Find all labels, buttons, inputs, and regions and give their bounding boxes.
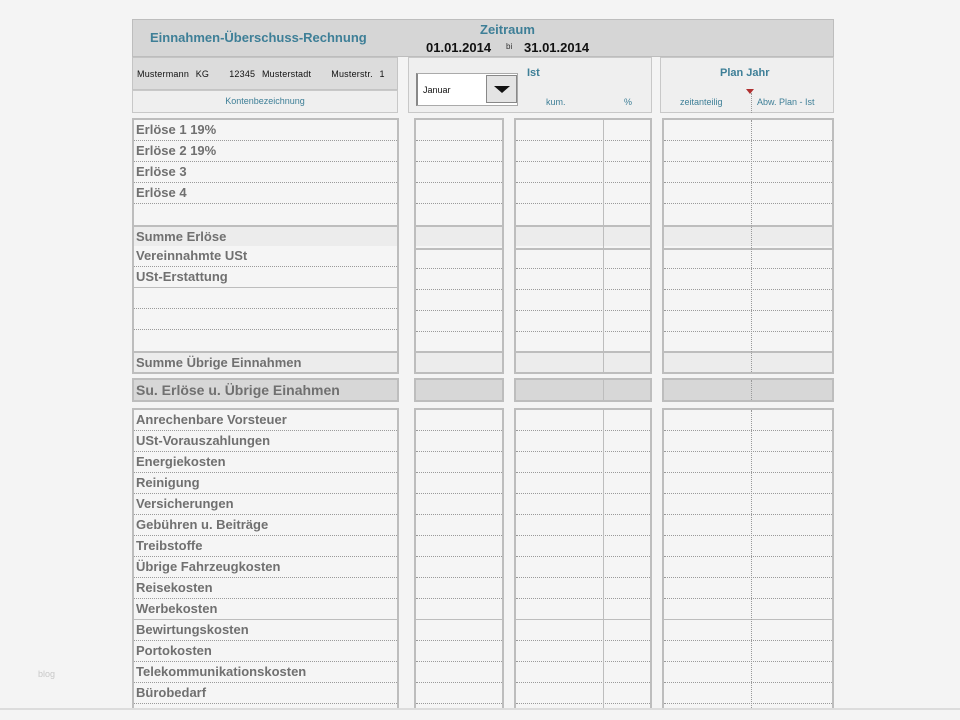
month-select-value[interactable]: Januar [423,85,451,95]
date-from-field[interactable]: 01.01.2014 [426,40,492,55]
row-label[interactable]: Portokosten [136,643,212,658]
plan-col-divider [751,93,752,113]
row-label[interactable]: USt-Vorauszahlungen [136,433,271,448]
row-label[interactable]: Werbekosten [136,601,218,616]
row-label[interactable]: Versicherungen [136,496,234,511]
row-label[interactable]: Gebühren u. Beiträge [136,517,269,532]
row-label[interactable]: Vereinnahmte USt [136,248,248,263]
value-cell[interactable] [416,162,502,183]
bottom-divider [0,708,960,710]
ist-label: Ist [527,67,540,79]
ausgaben-label-block [132,408,399,708]
sum-cell [416,351,502,372]
company-info[interactable]: Mustermann KG 12345 Musterstadt Musterstr. 1 [137,69,385,79]
grand-total-label-block [132,378,399,402]
ist-kum-column-upper [514,118,652,374]
row-label[interactable]: Telekommunikationskosten [136,664,307,679]
col-abw-header: Abw. Plan - Ist [757,97,815,107]
ist-kum-grand-total [514,378,652,402]
row-label[interactable]: Bewirtungskosten [136,622,249,637]
value-cell[interactable] [416,332,502,353]
plan-column-lower [662,408,834,708]
comment-marker-icon[interactable] [746,89,754,94]
pct-divider [603,120,604,372]
col-pct-header: % [624,97,633,107]
sum-cell [416,225,502,246]
plan-label: Plan Jahr [720,67,770,79]
dropdown-arrow-icon[interactable] [494,86,510,93]
summe-erloese-label: Summe Erlöse [136,229,227,244]
row-label[interactable]: Reisekosten [136,580,213,595]
value-cell[interactable] [416,141,502,162]
plan-split-divider [751,120,752,372]
ist-kum-column-lower [514,408,652,708]
plan-column-upper [662,118,834,374]
value-cell[interactable] [416,290,502,311]
value-cell[interactable] [416,311,502,332]
row-label[interactable]: Erlöse 1 19% [136,122,217,137]
ist-month-column-upper [414,118,504,374]
row-label[interactable]: Erlöse 2 19% [136,143,217,158]
value-cell[interactable] [416,248,502,269]
konten-header: Kontenbezeichnung [225,96,305,106]
summe-uebrige-label: Summe Übrige Einnahmen [136,355,302,370]
value-cell[interactable] [416,183,502,204]
plan-grand-total [662,378,834,402]
row-label[interactable]: Reinigung [136,475,200,490]
date-to-field[interactable]: 31.01.2014 [524,40,590,55]
row-label[interactable]: Erlöse 3 [136,164,187,179]
erloese-label-block [132,118,399,248]
row-label[interactable]: USt-Erstattung [136,269,228,284]
col-kum-header: kum. [546,97,566,107]
grand-total-label: Su. Erlöse u. Übrige Einahmen [136,382,340,398]
uebrige-label-block [132,246,399,374]
ist-month-column-lower [414,408,504,708]
value-cell[interactable] [416,269,502,290]
row-label[interactable]: Übrige Fahrzeugkosten [136,559,281,574]
watermark: blog [38,669,56,679]
col-zeitanteilig-header: zeitanteilig [680,97,723,107]
value-cell[interactable] [416,204,502,225]
value-cell[interactable] [416,120,502,141]
zeitraum-label: Zeitraum [480,22,535,37]
row-label[interactable]: Energiekosten [136,454,226,469]
app-title: Einnahmen-Überschuss-Rechnung [150,30,367,45]
bis-label: bi [506,42,513,51]
row-label[interactable]: Treibstoffe [136,538,203,553]
row-label[interactable]: Anrechenbare Vorsteuer [136,412,287,427]
ist-month-grand-total [414,378,504,402]
row-label[interactable]: Bürobedarf [136,685,207,700]
row-label[interactable]: Erlöse 4 [136,185,187,200]
